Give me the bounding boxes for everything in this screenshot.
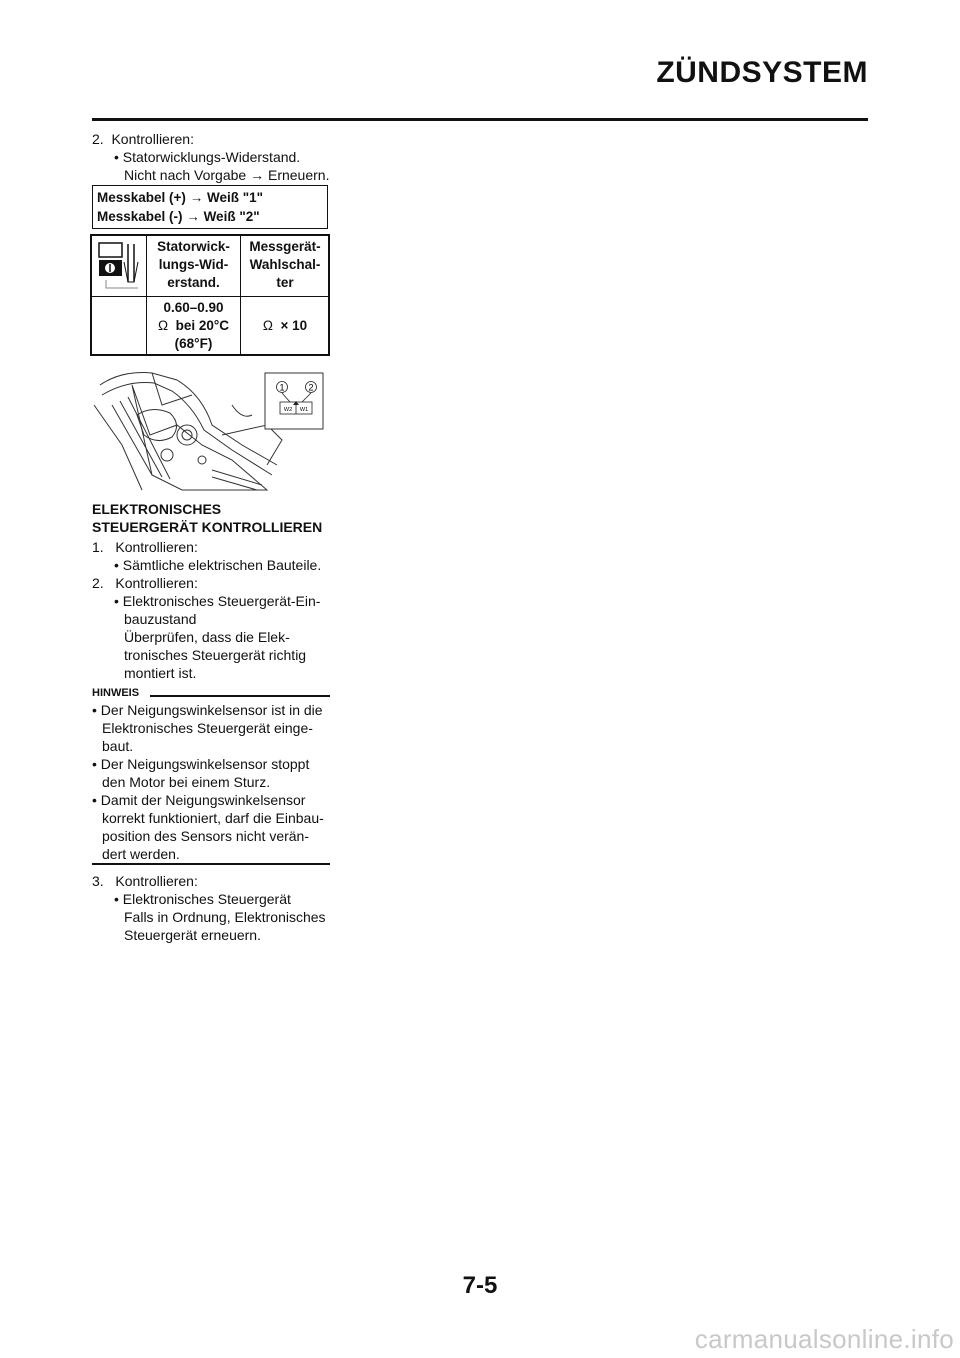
- note-text: position des Sensors nicht verän-: [102, 828, 309, 844]
- bullet-text: Statorwicklungs-Widerstand.: [122, 149, 301, 165]
- note-text: den Motor bei einem Sturz.: [102, 774, 271, 790]
- arrow-icon: →: [189, 190, 204, 205]
- note-text: baut.: [102, 738, 134, 754]
- label-1: 1: [279, 382, 285, 393]
- bullet-text: Elektronisches Steuergerät-Ein-: [122, 593, 321, 609]
- stator-wiring-diagram: [92, 365, 332, 495]
- note-bullet: • Der Neigungswinkelsensor stoppt: [92, 756, 310, 772]
- note-bullet: • Damit der Neigungswinkelsensor: [92, 792, 306, 808]
- step-1-line: [92, 538, 332, 556]
- header-line: Statorwick-: [157, 239, 230, 254]
- result-action: Erneuern.: [267, 167, 330, 183]
- heading-line: ELEKTRONISCHES: [92, 501, 222, 517]
- lead-minus: [97, 207, 323, 226]
- step-3-bullet: • Elektronisches Steuergerät: [114, 891, 291, 907]
- ecu-steps: [92, 538, 332, 682]
- header-line: Wahlschal-: [249, 257, 321, 272]
- pin-w2: W2: [283, 407, 293, 413]
- note-bullet: • Der Neigungswinkelsensor ist in die: [92, 702, 323, 718]
- heading-line: STEUERGERÄT KONTROLLIEREN: [92, 519, 323, 535]
- header-line: Messgerät-: [249, 239, 321, 254]
- note-text: Elektronisches Steuergerät einge-: [102, 720, 313, 736]
- step-2-line: [92, 130, 332, 148]
- resistance-value: [147, 299, 240, 353]
- step-text: montiert ist.: [124, 665, 197, 681]
- step-text: Steuergerät erneuern.: [124, 927, 261, 943]
- lead-plus: [97, 188, 323, 207]
- pin-w1: W1: [299, 407, 309, 413]
- watermark: carmanualsonline.info: [694, 1324, 954, 1354]
- table-divider: [92, 296, 328, 297]
- note-text: Der Neigungswinkelsensor stoppt: [100, 756, 310, 772]
- step-2-bullet: • Statorwicklungs-Widerstand.: [114, 149, 301, 165]
- test-leads-box: [92, 185, 328, 229]
- step-action: Kontrollieren:: [111, 131, 194, 147]
- note-rule: [150, 695, 330, 697]
- note-heading: HINWEIS: [92, 687, 145, 699]
- step-text: tronisches Steuergerät richtig: [124, 647, 307, 663]
- spec-table: [90, 234, 330, 356]
- bullet-text: Sämtliche elektrischen Bauteile.: [122, 557, 322, 573]
- step-2-result: [92, 166, 332, 184]
- arrow-icon: →: [186, 209, 200, 224]
- selector-value: [241, 317, 329, 335]
- step-number: 3.: [92, 873, 104, 889]
- step-number: 1.: [92, 539, 104, 555]
- step-3-block: [92, 872, 332, 944]
- header-rule: [92, 118, 868, 121]
- header-line: lungs-Wid-: [158, 257, 229, 272]
- selector-header: [241, 238, 329, 292]
- step-2-block: [92, 130, 332, 184]
- header-line: ter: [276, 275, 294, 290]
- step-action: Kontrollieren:: [115, 539, 198, 555]
- bullet-text-cont: bauzustand: [124, 611, 197, 627]
- ohm-icon: Ω: [262, 318, 273, 333]
- step-number: 2.: [92, 575, 104, 591]
- selector-text: × 10: [280, 318, 308, 333]
- result-condition: Nicht nach Vorgabe: [124, 167, 247, 183]
- header-line: erstand.: [167, 275, 220, 290]
- lead-plus-label: Messkabel (+): [97, 190, 186, 205]
- page-number: 7-5: [462, 1272, 498, 1299]
- note-end-rule: [92, 863, 330, 865]
- step-2-bullet: • Elektronisches Steuergerät-Ein-: [114, 593, 321, 609]
- step-1-bullet: • Sämtliche elektrischen Bauteile.: [114, 557, 322, 573]
- step-text: Überprüfen, dass die Elek-: [124, 629, 290, 645]
- section-heading: [92, 500, 322, 536]
- note-text: korrekt funktioniert, darf die Einbau-: [102, 810, 324, 826]
- note-text: dert werden.: [102, 846, 180, 862]
- step-number: 2.: [92, 131, 104, 147]
- resistance-header: [147, 238, 240, 292]
- step-action: Kontrollieren:: [115, 873, 198, 889]
- label-2: 2: [308, 382, 314, 393]
- ohm-icon: Ω: [157, 318, 169, 333]
- step-action: Kontrollieren:: [115, 575, 198, 591]
- page-title: ZÜNDSYSTEM: [656, 56, 868, 89]
- lead-minus-label: Messkabel (-): [97, 209, 183, 224]
- value-line: [147, 317, 240, 335]
- value-line: 0.60–0.90: [163, 300, 224, 315]
- step-3-line: [92, 872, 332, 890]
- arrow-icon: →: [250, 167, 265, 183]
- bullet-text: Elektronisches Steuergerät: [122, 891, 291, 907]
- note-text: Der Neigungswinkelsensor ist in die: [100, 702, 323, 718]
- step-2-line: [92, 574, 332, 592]
- note-body: [92, 701, 332, 863]
- value-line: (68°F): [174, 336, 213, 351]
- lead-plus-value: Weiß "1": [206, 190, 264, 205]
- step-text: Falls in Ordnung, Elektronisches: [124, 909, 326, 925]
- value-temp: bei 20°C: [175, 318, 230, 333]
- lead-minus-value: Weiß "2": [203, 209, 260, 224]
- note-header: [92, 687, 330, 701]
- multimeter-icon: [98, 242, 140, 292]
- note-text: Damit der Neigungswinkelsensor: [100, 792, 306, 808]
